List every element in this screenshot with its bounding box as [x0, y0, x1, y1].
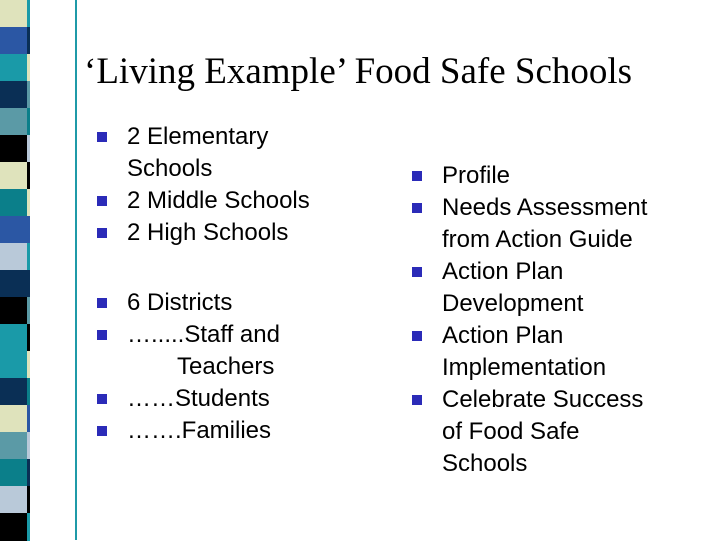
stripe-segment: [0, 324, 27, 352]
left-bullet-list: [97, 121, 357, 447]
square-bullet-icon: [412, 203, 422, 213]
stripe-segment: [0, 216, 27, 244]
stripe-segment: [0, 486, 27, 514]
bullet-text-line: Development: [442, 290, 584, 317]
bullet-text-line: ……Students: [127, 385, 270, 412]
bullet-text-line: from Action Guide: [442, 226, 633, 253]
bullet-item: [412, 160, 712, 192]
bullet-item: [97, 383, 357, 415]
bullet-text-line: Action Plan: [442, 258, 564, 285]
stripe-segment: [0, 243, 27, 271]
square-bullet-icon: [412, 395, 422, 405]
bullet-item: [412, 192, 712, 256]
square-bullet-icon: [412, 171, 422, 181]
slide-title: ‘Living Example’ Food Safe Schools: [84, 51, 633, 92]
stripe-segment: [0, 513, 27, 541]
bullet-text-line: Schools: [127, 155, 213, 182]
square-bullet-icon: [97, 330, 107, 340]
stripe-segment: [0, 27, 27, 55]
square-bullet-icon: [97, 394, 107, 404]
bullet-item: [412, 256, 712, 320]
bullet-text-line: 2 High Schools: [127, 219, 289, 246]
stripe-segment: [0, 54, 27, 82]
right-bullet-list: [412, 160, 712, 480]
bullet-item: [97, 185, 357, 217]
bullet-text-line: 2 Middle Schools: [127, 187, 310, 214]
bullet-item: [412, 384, 712, 480]
bullet-text-line: 6 Districts: [127, 289, 233, 316]
bullet-text-line: Schools: [442, 450, 528, 477]
bullet-text-line: Celebrate Success: [442, 386, 644, 413]
square-bullet-icon: [97, 298, 107, 308]
square-bullet-icon: [97, 196, 107, 206]
bullet-item: [97, 217, 357, 249]
stripe-segment: [0, 135, 27, 163]
square-bullet-icon: [97, 132, 107, 142]
stripe-segment: [0, 81, 27, 109]
square-bullet-icon: [412, 331, 422, 341]
stripe-segment: [0, 189, 27, 217]
stripe-segment: [0, 162, 27, 190]
square-bullet-icon: [412, 267, 422, 277]
bullet-text-line: …….Families: [127, 417, 272, 444]
bullet-text-line: of Food Safe: [442, 418, 580, 445]
stripe-segment: [0, 108, 27, 136]
square-bullet-icon: [97, 228, 107, 238]
decorative-stripe: [0, 0, 61, 540]
bullet-item: [97, 287, 357, 319]
list-spacer: [97, 249, 357, 287]
stripe-segment: [0, 459, 27, 487]
bullet-text-line: ….....Staff and: [127, 321, 280, 348]
vertical-rule: [75, 0, 77, 540]
bullet-text-line: Implementation: [442, 354, 607, 381]
stripe-thin-band: [0, 0, 27, 540]
stripe-segment: [0, 0, 27, 28]
square-bullet-icon: [97, 426, 107, 436]
bullet-item: [97, 319, 357, 383]
stripe-segment: [0, 270, 27, 298]
bullet-text-line: Action Plan: [442, 322, 564, 349]
stripe-segment: [0, 351, 27, 379]
bullet-item: [97, 121, 357, 185]
stripe-segment: [0, 297, 27, 325]
bullet-text-line: Needs Assessment: [442, 194, 648, 221]
bullet-text-line: Profile: [442, 162, 511, 189]
bullet-text-line: 2 Elementary: [127, 123, 269, 150]
bullet-item: [97, 415, 357, 447]
stripe-segment: [0, 432, 27, 460]
bullet-item: [412, 320, 712, 384]
bullet-text-line: Teachers: [177, 353, 275, 380]
stripe-segment: [0, 378, 27, 406]
stripe-segment: [0, 405, 27, 433]
